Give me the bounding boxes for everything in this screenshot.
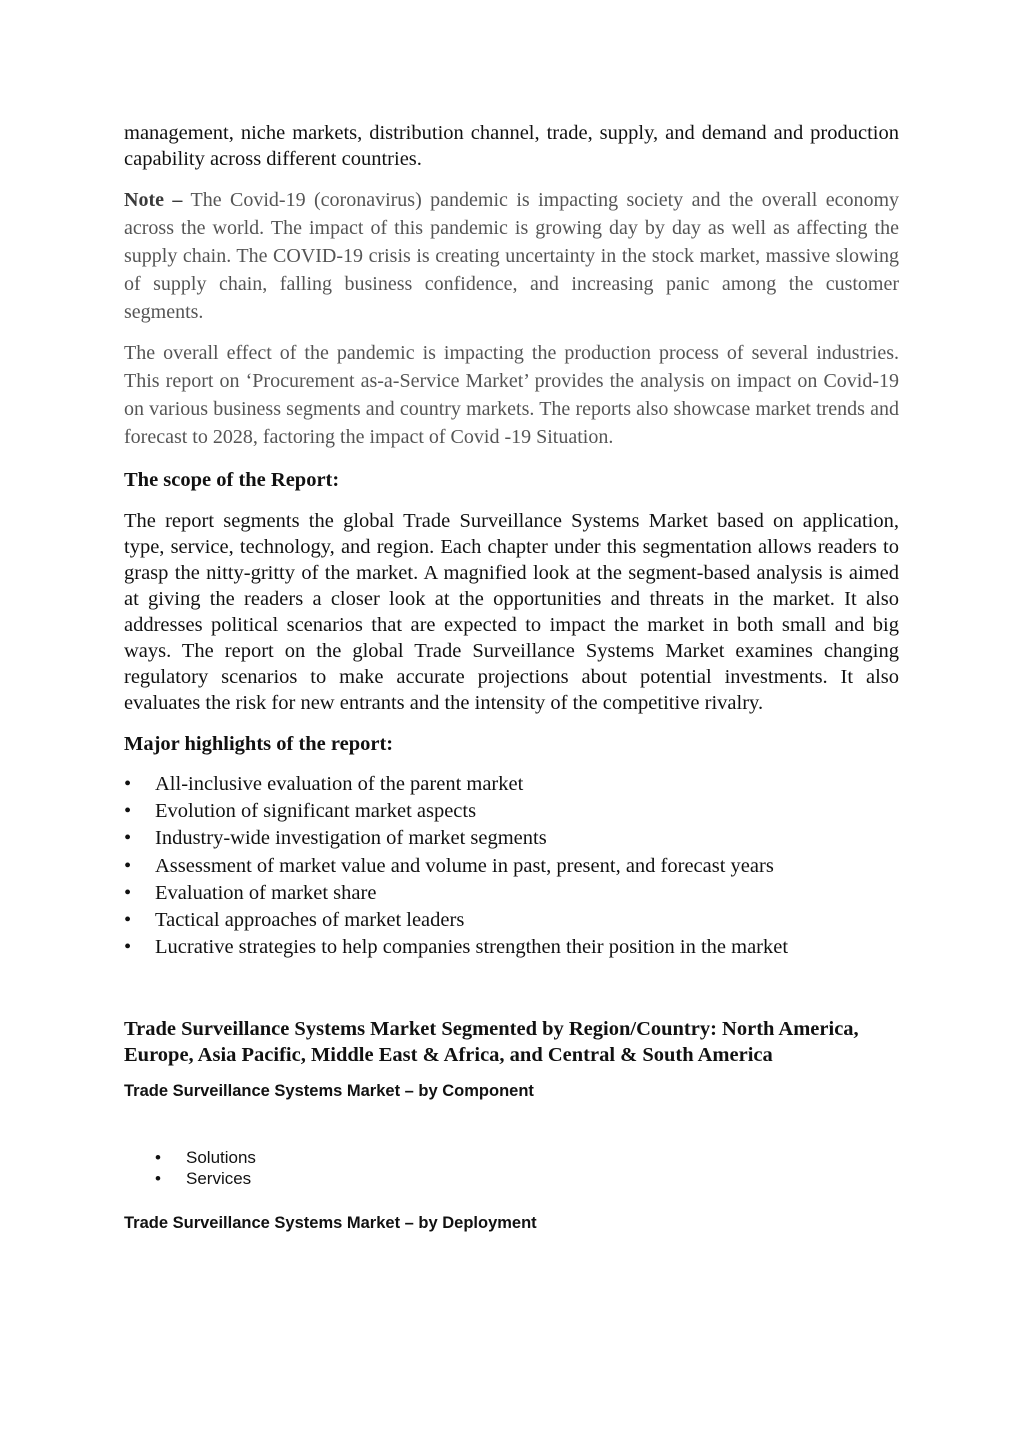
scope-heading: The scope of the Report: [124, 469, 340, 491]
highlights-list [124, 771, 899, 961]
bullet-icon: • [124, 909, 132, 932]
bullet-icon: • [124, 827, 132, 850]
list-item-text: All-inclusive evaluation of the parent market [155, 773, 524, 795]
intro-paragraph: management, niche markets, distribution channel, trade, supply, and demand and production capability across different countries. [124, 122, 899, 170]
list-item-text: Lucrative strategies to help companies strengthen their position in the market [155, 936, 789, 959]
note-label: Note – [124, 189, 183, 211]
list-item [124, 853, 899, 880]
list-item-text: Assessment of market value and volume in past, present, and forecast years [155, 854, 774, 877]
list-item-text: Evaluation of market share [155, 881, 377, 904]
list-item-text: Solutions [186, 1148, 256, 1168]
note-text: The Covid-19 (coronavirus) pandemic is impacting society and the overall economy across the world. The impact of this pandemic is growing day by day as well as affecting the supply chain. The COVID-19 crisis is creating uncertainty in the stock market, massive slowing of supply chain, falling business confidence, and increasing panic among the customer segments. [124, 189, 900, 323]
list-item [155, 1147, 899, 1168]
list-item-text: Evolution of significant market aspects [155, 800, 477, 823]
bullet-icon: • [124, 854, 132, 877]
scope-paragraph: The report segments the global Trade Surveillance Systems Market based on application, type, service, technology, and region. Each chapter under this segmentation allows readers to grasp the nitty-gritty of the market. A magnified look at the segment-based analysis is aimed at giving the readers a closer look at the opportunities and threats in the market. It also addresses political scenarios that are expected to impact the market in both small and big ways. The report on the global Trade Surveillance Systems Market examines changing regulatory scenarios to make accurate projections about potential investments. It also evaluates the risk for new entrants and the intensity of the competitive rivalry. [124, 510, 899, 714]
highlights-heading: Major highlights of the report: [124, 733, 394, 755]
list-item [124, 907, 899, 934]
segmented-by-region-heading: Trade Surveillance Systems Market Segmented by Region/Country: North America, Europe, Asia Pacific, Middle East & Africa, and Central & South America [124, 1018, 859, 1067]
document-page [124, 120, 899, 1233]
bullet-icon: • [124, 773, 132, 795]
bullet-icon: • [155, 1169, 161, 1189]
list-item [124, 771, 899, 798]
list-item-text: Industry-wide investigation of market segments [155, 827, 547, 850]
list-item-text: Tactical approaches of market leaders [155, 909, 465, 932]
pandemic-effect-paragraph: The overall effect of the pandemic is impacting the production process of several industries. This report on ‘Procurement as-a-Service Market’ provides the analysis on impact on Covid-19 on various business segments and country markets. The reports also showcase market trends and forecast to 2028, factoring the impact of Covid -19 Situation. [124, 342, 899, 448]
note-paragraph [124, 186, 899, 326]
by-component-heading: Trade Surveillance Systems Market – by Component [124, 1082, 534, 1101]
list-item [155, 1168, 899, 1189]
list-item [124, 798, 899, 825]
bullet-icon: • [124, 881, 132, 904]
list-item [124, 825, 899, 852]
by-deployment-heading: Trade Surveillance Systems Market – by Deployment [124, 1214, 537, 1233]
list-item [124, 880, 899, 907]
bullet-icon: • [124, 936, 132, 959]
bullet-icon: • [155, 1148, 161, 1168]
component-list [155, 1147, 899, 1189]
list-item-text: Services [186, 1169, 252, 1189]
list-item [124, 934, 899, 961]
bullet-icon: • [124, 800, 132, 823]
